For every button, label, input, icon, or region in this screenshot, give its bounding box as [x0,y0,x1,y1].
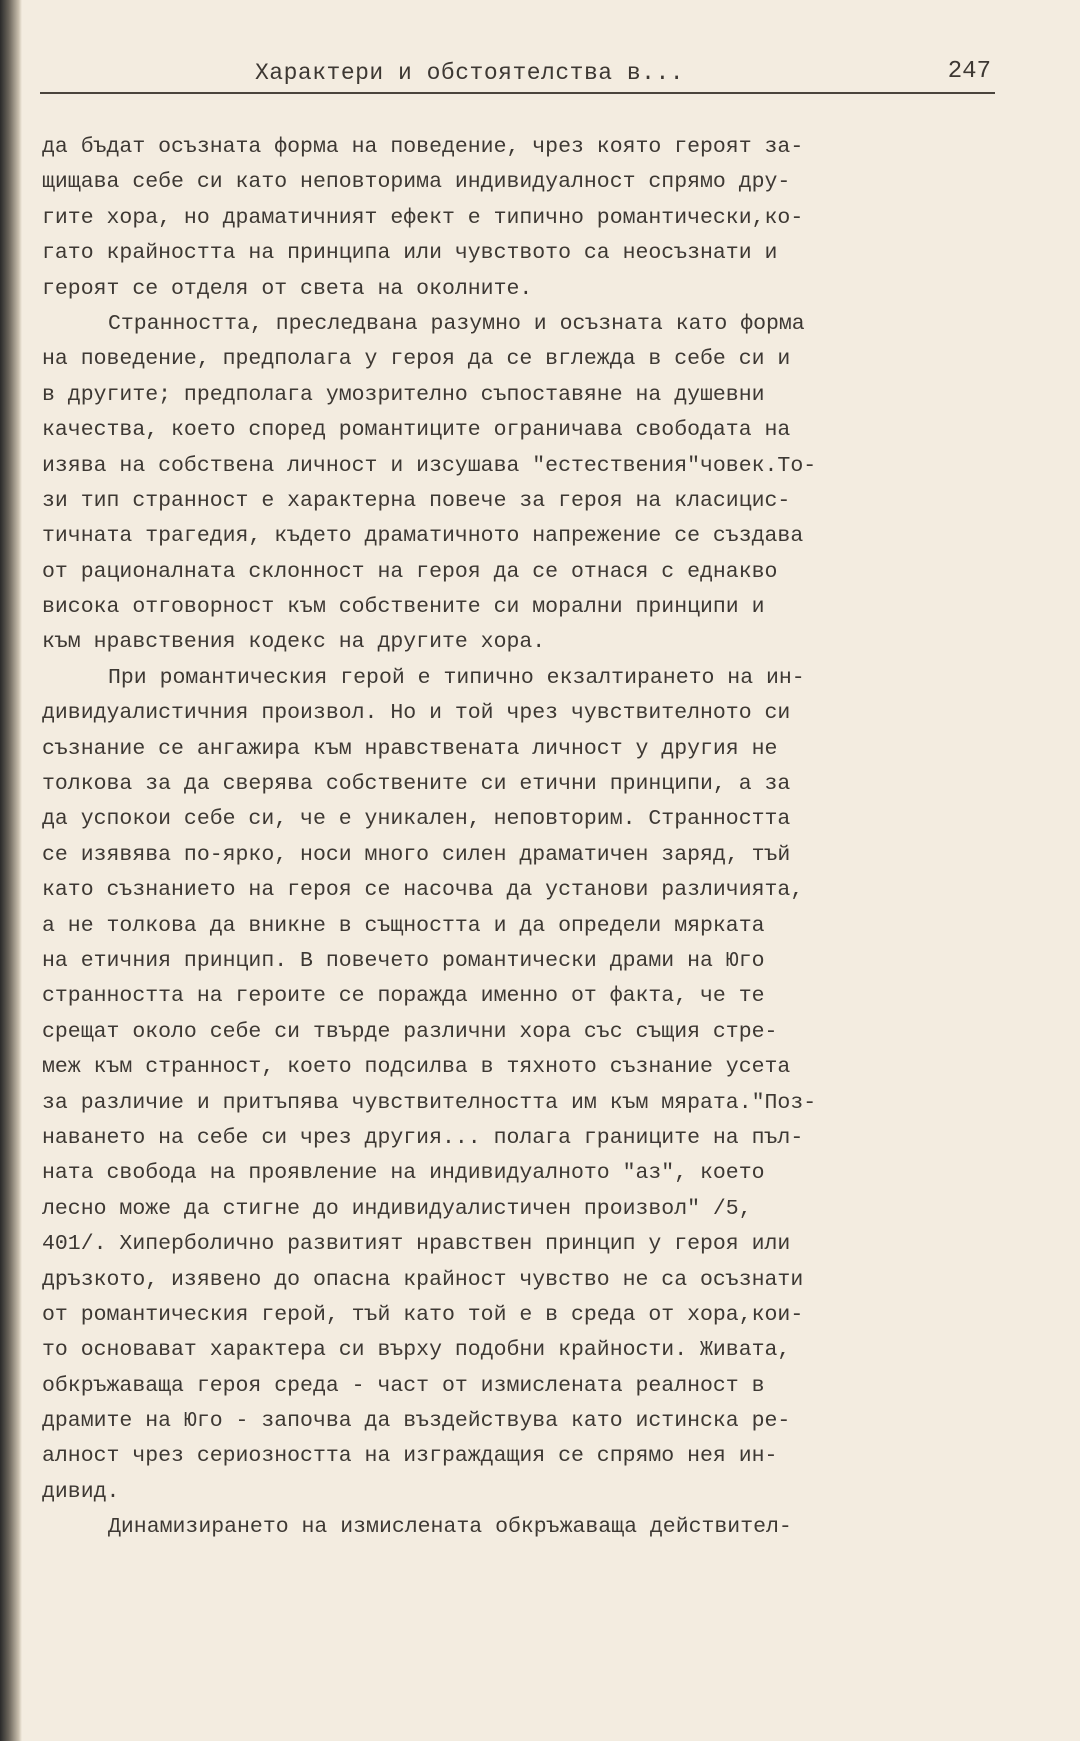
text-line: на поведение, предполага у героя да се вглежда в себе си и [42,347,791,372]
text-line: качества, което според романтиците ограничава свободата на [42,418,791,443]
book-spine-shadow [0,0,22,1741]
text-line: Динамизирането на измислената обкръжаваща действител- [108,1515,792,1540]
text-line: 401/. Хиперболично развитият нравствен принцип у героя или [42,1232,791,1257]
text-line: а не толкова да вникне в същността и да определи мярката [42,913,765,938]
text-line: меж към странност, което подсилва в тяхното съзнание усета [42,1055,791,1080]
text-line: странността на героите се поражда именно от факта, че те [42,984,765,1009]
text-line: като съзнанието на героя се насочва да установи различията, [42,878,804,903]
text-line: драмите на Юго - започва да въздействува като истинска ре- [42,1409,791,1434]
text-line: изява на собствена личност и изсушава "естествения"човек.То- [42,453,817,478]
text-line: за различие и притъпява чувствителността им към мярата."Поз- [42,1090,817,1115]
running-header-title: Характери и обстоятелства в... [255,60,685,86]
text-line: дивидуалистичния произвол. Но и той чрез чувствителното си [42,701,791,726]
text-line: от рационалната склонност на героя да се отнася с еднакво [42,559,778,584]
text-line: да успокои себе си, че е уникален, неповторим. Странността [42,807,791,832]
text-line: дивид. [42,1479,120,1504]
text-line: се изявява по-ярко, носи много силен драматичен заряд, тъй [42,842,791,867]
body-text [42,130,1000,1546]
text-line: толкова за да сверява собствените си етични принципи, а за [42,772,791,797]
book-page [40,0,1040,1741]
text-line: гите хора, но драматичният ефект е типично романтически,ко- [42,205,804,230]
text-line: в другите; предполага умозрително съпоставяне на душевни [42,382,765,407]
text-line: висока отговорност към собствените си морални принципи и [42,595,765,620]
text-line: зи тип странност е характерна повече за героя на класицис- [42,488,791,513]
text-line: лесно може да стигне до индивидуалистичен произвол" /5, [42,1196,752,1221]
text-line: тичната трагедия, където драматичното напрежение се създава [42,524,804,549]
text-line: на етичния принцип. В повечето романтически драми на Юго [42,948,765,973]
text-line: от романтическия герой, тъй като той е в среда от хора,кои- [42,1302,804,1327]
text-line: При романтическия герой е типично екзалтирането на ин- [108,665,805,690]
text-line: съзнание се ангажира към нравствената личност у другия не [42,736,778,761]
page-number: 247 [947,58,991,85]
text-line: героят се отделя от света на околните. [42,276,533,301]
text-line: щищава себе си като неповторима индивидуалност спрямо дру- [42,170,791,195]
text-line: наването на себе си чрез другия... полага границите на пъл- [42,1125,804,1150]
text-line: ната свобода на проявление на индивидуалното "аз", което [42,1161,765,1186]
text-line: алност чрез сериозността на изграждащия се спрямо нея ин- [42,1444,778,1469]
text-line: да бъдат осъзната форма на поведение, чрез която героят за- [42,135,804,159]
text-line: гато крайността на принципа или чувството са неосъзнати и [42,241,778,266]
text-line: то основават характера си върху подобни крайности. Живата, [42,1338,791,1363]
text-line: Странността, преследвана разумно и осъзната като форма [108,311,805,336]
running-header [40,56,995,94]
text-line: дръзкото, изявено до опасна крайност чувство не са осъзнати [42,1267,804,1292]
text-line: към нравствения кодекс на другите хора. [42,630,546,655]
text-line: срещат около себе си твърде различни хора със същия стре- [42,1019,778,1044]
text-line: обкръжаваща героя среда - част от измислената реалност в [42,1373,765,1398]
